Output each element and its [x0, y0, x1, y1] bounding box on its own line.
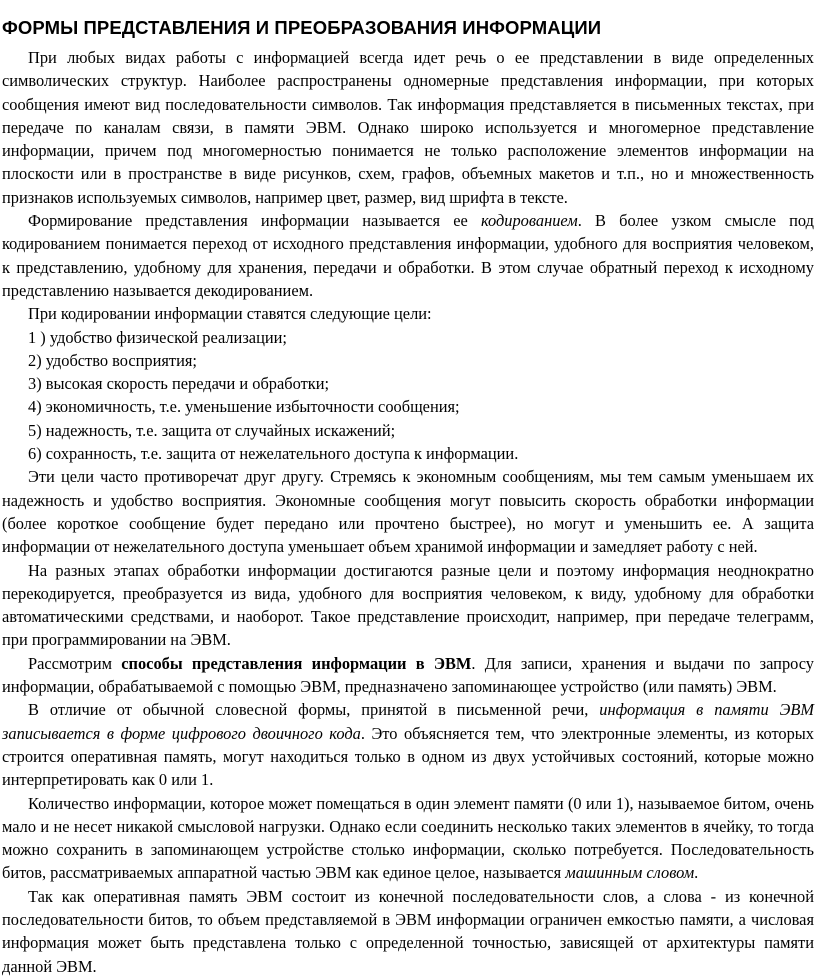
paragraph-recoding: На разных этапах обработки информации достигаются разные цели и поэтому информация неоднократно перекодируется, преобразуется из вида, удобного для восприятия человеком, к виду, удобному для обработки автоматическими средствами, и наоборот. Такое представление происходит, например, при передаче телеграмм, при программировании на ЭВМ.: [2, 560, 814, 650]
term-machine-word: машинным словом: [565, 863, 695, 883]
text-run: Рассмотрим: [28, 653, 122, 673]
goal-item: 1 ) удобство физической реализации;: [28, 327, 287, 347]
goal-item: 3) высокая скорость передачи и обработки;: [28, 374, 330, 394]
text-run: Количество информации, которое может помещаться в один элемент памяти (0 или 1), называемое битом, очень мало и не несет никакой смысловой нагрузки. Однако если соединить несколько таких элементов в ячейку, то тогда можно сохранить в запоминающем устройстве столько информации, сколько потребуется. Последовательность битов, рассматриваемых аппаратной частью ЭВМ как единое целое, называется: [2, 793, 814, 883]
goal-item: 5) надежность, т.е. защита от случайных искажений;: [28, 420, 396, 440]
text-run: . В более узком смысле под кодированием понимается переход от исходного представления информации, удобного для восприятия человеком, к представлению, удобному для хранения, передачи и обработки. В этом случае обратный переход к исходному представлению называется декодированием.: [2, 211, 814, 300]
term-computer-methods: способы представления информации в ЭВМ: [121, 653, 472, 673]
paragraph-machine-word: [2, 792, 814, 885]
term-binary-code: информация в памяти ЭВМ записывается в форме цифрового двоичного кода: [2, 700, 815, 743]
goal-item: 6) сохранность, т.е. защита от нежелательного доступа к информации.: [28, 444, 519, 464]
page-title: ФОРМЫ ПРЕДСТАВЛЕНИЯ И ПРЕОБРАЗОВАНИЯ ИНФОРМАЦИИ: [2, 17, 602, 38]
text-run: Формирование представления информации называется ее: [28, 211, 481, 231]
paragraph-memory-capacity: Так как оперативная память ЭВМ состоит из конечной последовательности слов, а слова - из конечной последовательности битов, то объем представляемой в ЭВМ информации ограничен емкостью памяти, а числовая информация может быть представлена только с определенной точностью, зависящей от архитектуры памяти данной ЭВМ.: [2, 886, 814, 976]
text-run: В отличие от обычной словесной формы, принятой в письменной речи,: [28, 700, 600, 720]
paragraph-representation: При любых видах работы с информацией всегда идет речь о ее представлении в виде определенных символических структур. Наиболее распространены одномерные представления информации, при которых сообщения имеют вид последовательности символов. Так информация представляется в письменных текстах, при передаче по каналам связи, в памяти ЭВМ. Однако широко используется и многомерное представление информации, причем под многомерностью понимается не только расположение элементов информации на плоскости или в пространстве в виде рисунков, схем, графов, объемных макетов и т.п., но и множественность признаков используемых символов, например цвет, размер, вид шрифта в тексте.: [2, 48, 814, 207]
goal-item: 2) удобство восприятия;: [28, 350, 197, 370]
paragraph-coding: [2, 209, 814, 302]
text-run: . Для записи, хранения и выдачи по запросу информации, обрабатываемой с помощью ЭВМ, предназначено запоминающее устройство (или память) ЭВМ.: [2, 653, 814, 697]
paragraph-computer-methods: [2, 652, 814, 699]
text-run: .: [694, 863, 699, 883]
goal-item: 4) экономичность, т.е. уменьшение избыточности сообщения;: [28, 397, 460, 417]
text-run: . Это объясняется тем, что электронные элементы, из которых строится оперативная память, могут находиться только в одном из двух устойчивых состояний, которые можно интерпретировать как 0 или 1.: [2, 723, 814, 790]
paragraph-contradictions: Эти цели часто противоречат друг другу. Стремясь к экономным сообщениям, мы тем самым уменьшаем их надежность и удобство восприятия. Экономные сообщения могут повысить скорость обработки информации (более короткое сообщение будет передано или прочтено быстрее), но могут и уменьшить ее. А защита информации от нежелательного доступа уменьшает объем хранимой информации и замедляет работу с ней.: [2, 467, 814, 557]
paragraph-binary-code: [2, 698, 814, 791]
term-coding: кодированием: [480, 211, 578, 231]
goals-intro: При кодировании информации ставятся следующие цели:: [28, 304, 432, 324]
